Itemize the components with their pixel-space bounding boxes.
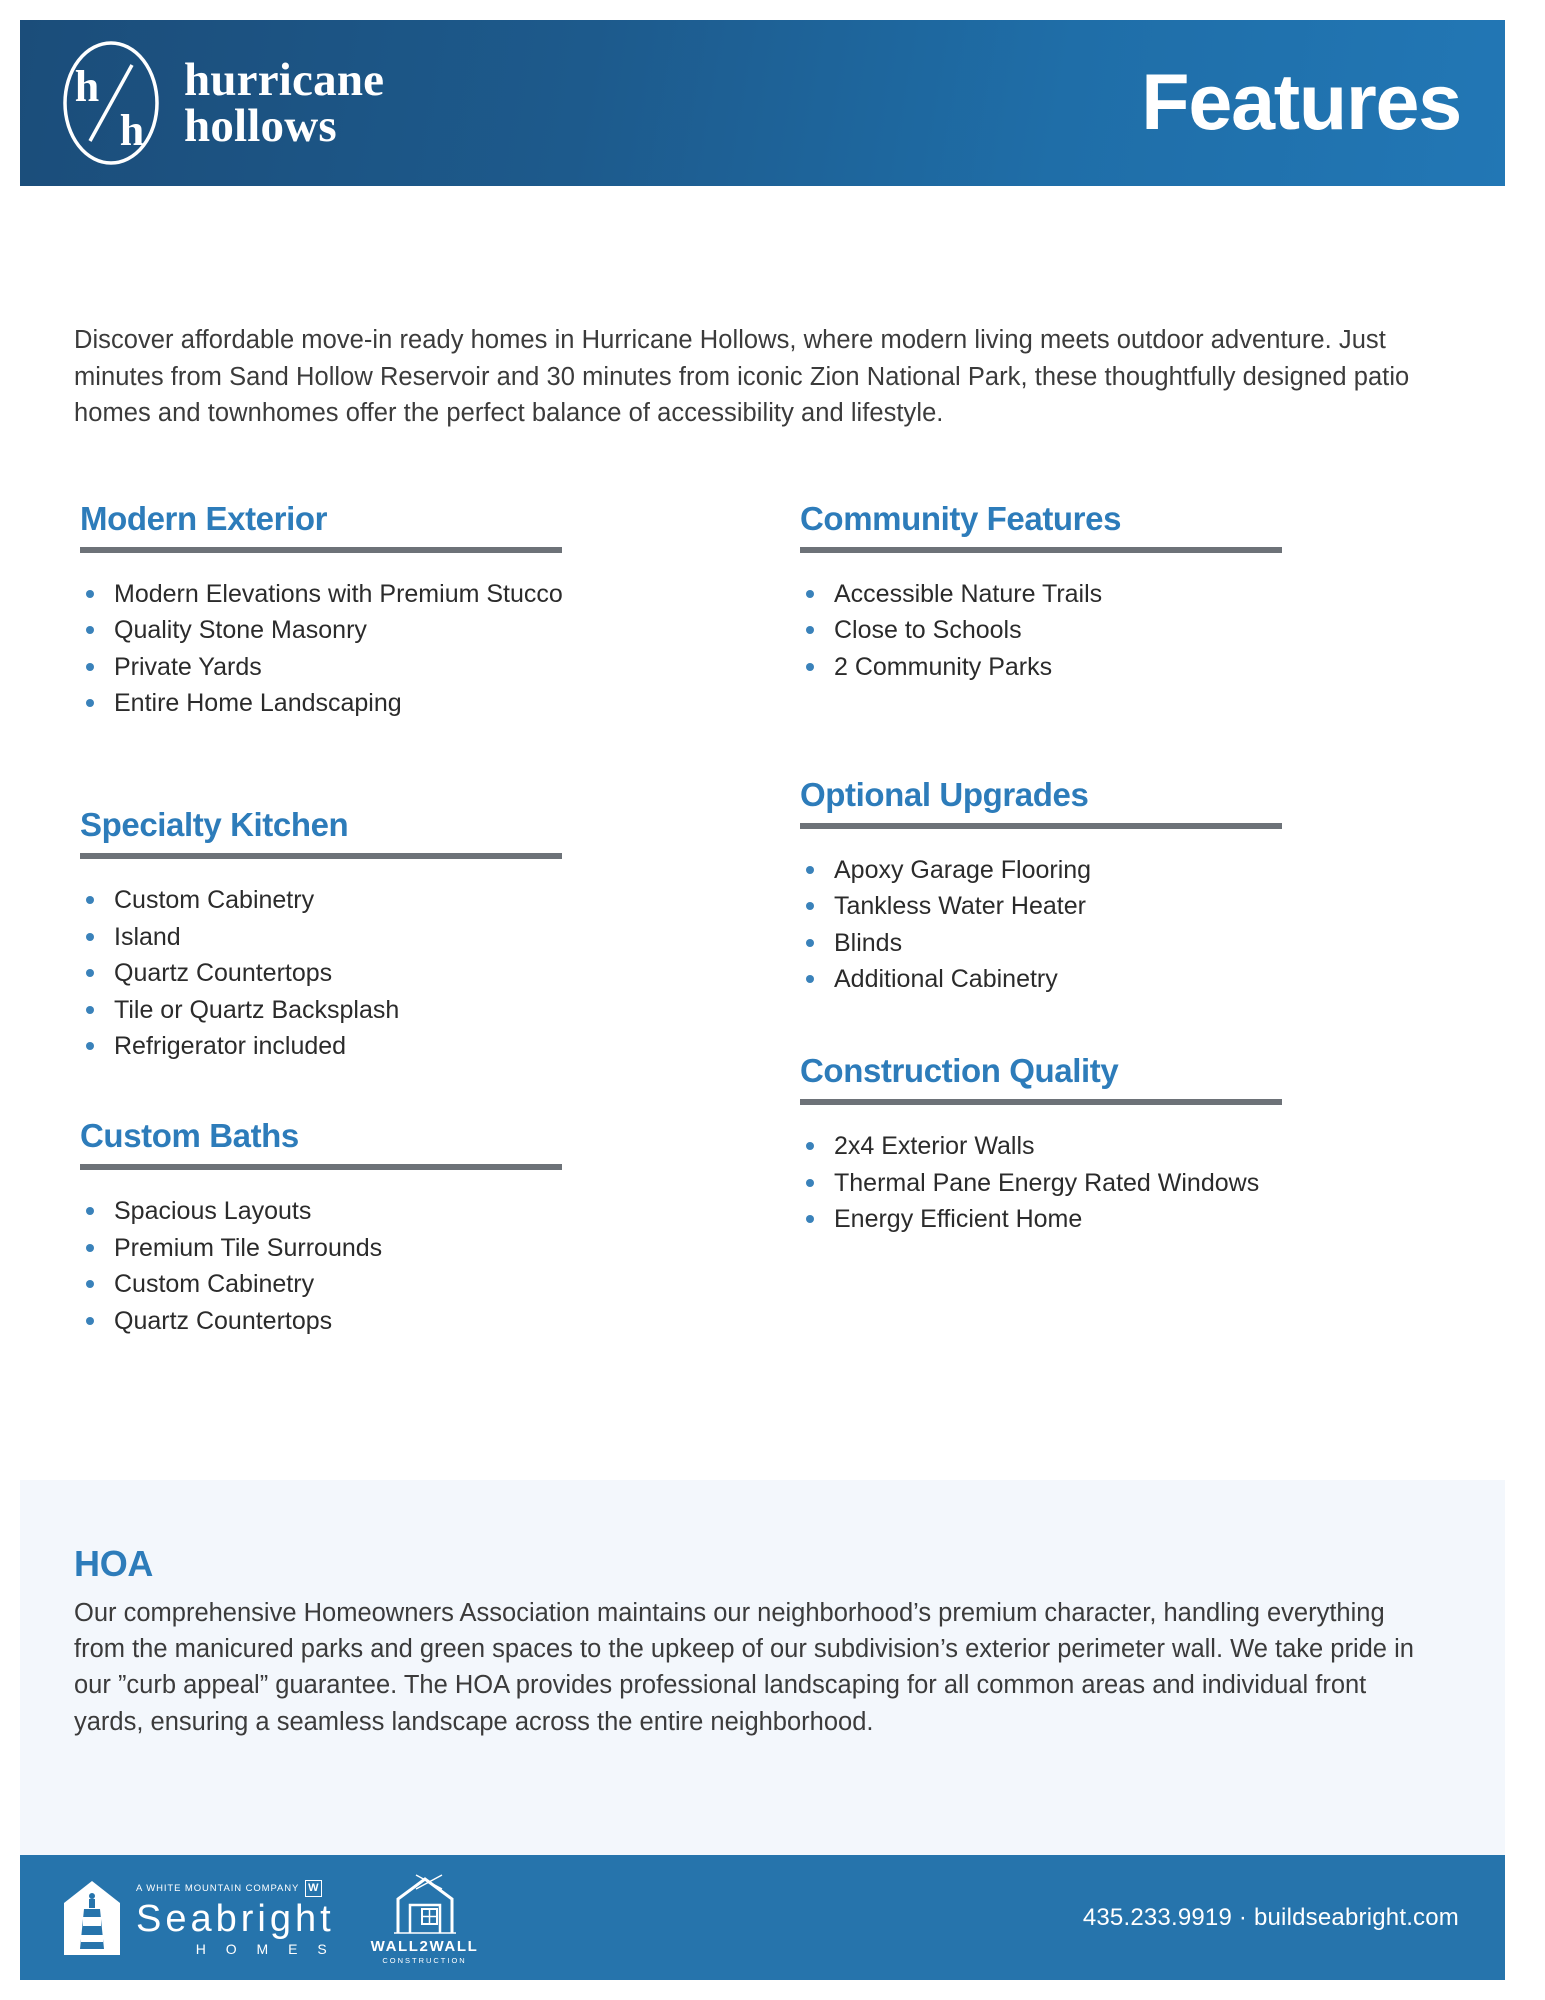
wall2wall-subtitle: CONSTRUCTION	[382, 1955, 467, 1965]
list-item-label: Spacious Layouts	[114, 1197, 312, 1226]
section-rule	[80, 1164, 562, 1170]
seabright-name: Seabright	[136, 1897, 335, 1940]
list-item	[80, 1269, 580, 1299]
section-title: Modern Exterior	[80, 500, 328, 537]
list-item	[800, 1204, 1300, 1234]
list-item	[800, 891, 1300, 921]
hurricane-hollows-logo-icon	[60, 39, 162, 167]
bullet-dot-icon	[806, 1142, 814, 1150]
list-item-label: Blinds	[834, 928, 903, 957]
lighthouse-icon	[60, 1879, 124, 1957]
list-item	[80, 1196, 580, 1226]
list-item-label: Quartz Countertops	[114, 959, 333, 988]
list-item	[80, 688, 580, 718]
bullet-dot-icon	[806, 939, 814, 947]
list-item	[80, 652, 580, 682]
bullet-dot-icon	[86, 1042, 94, 1050]
list-item-label: Quartz Countertops	[114, 1306, 333, 1335]
feature-list	[80, 579, 580, 719]
wall2wall-logo	[371, 1871, 479, 1965]
list-item	[800, 855, 1300, 885]
left-column	[80, 500, 580, 1342]
section-rule	[800, 1099, 1282, 1105]
list-item-label: Accessible Nature Trails	[834, 579, 1103, 608]
feature-list	[80, 885, 580, 1061]
list-item	[800, 652, 1300, 682]
section-modern-exterior	[80, 500, 580, 718]
section-title: Optional Upgrades	[800, 775, 1089, 813]
section-title: Community Features	[800, 500, 1122, 537]
hoa-body: Our comprehensive Homeowners Association maintains our neighborhood’s premium character, handling everything from the manicured parks and green spaces to the upkeep of our subdivision’s exterior perimeter wall. We take pride in our ”curb appeal” guarantee. The HOA provides professional landscaping for all common areas and individual front yards, ensuring a seamless landscape across the entire neighborhood.	[74, 1599, 1414, 1736]
house-outline-icon	[386, 1871, 464, 1937]
bullet-dot-icon	[806, 626, 814, 634]
brand-wordmark	[184, 53, 385, 152]
page-footer	[20, 1855, 1505, 1980]
list-item	[800, 1131, 1300, 1161]
intro-paragraph: Discover affordable move-in ready homes in Hurricane Hollows, where modern living meets outdoor adventure. Just minutes from Sand Hollow Reservoir and 30 minutes from iconic Zion National Park, these thoughtfully designed patio homes and townhomes offer the perfect balance of accessibility and lifestyle.	[74, 326, 1410, 428]
seabright-subtitle: H O M E S	[195, 1940, 335, 1957]
list-item-label: Refrigerator included	[114, 1032, 347, 1061]
brand-line-2: hollows	[184, 100, 337, 152]
list-item	[800, 615, 1300, 645]
section-rule	[800, 547, 1282, 553]
list-item	[80, 922, 580, 952]
tagline-text: A WHITE MOUNTAIN COMPANY	[136, 1882, 300, 1894]
bullet-dot-icon	[806, 1179, 814, 1187]
bullet-dot-icon	[86, 626, 94, 634]
list-item-label: Tankless Water Heater	[834, 892, 1086, 921]
bullet-dot-icon	[806, 975, 814, 983]
list-item-label: Private Yards	[114, 652, 262, 681]
bullet-dot-icon	[86, 969, 94, 977]
bullet-dot-icon	[86, 933, 94, 941]
section-construction-quality	[800, 1052, 1300, 1234]
bullet-dot-icon	[86, 1317, 94, 1325]
footer-contact-info[interactable]: 435.233.9919 · buildseabright.com	[1082, 1903, 1459, 1931]
feature-list	[80, 1196, 580, 1336]
feature-list	[800, 1131, 1300, 1234]
list-item	[80, 958, 580, 988]
svg-text:h: h	[119, 106, 145, 155]
wall2wall-name: WALL2WALL	[370, 1937, 479, 1955]
footer-logos	[60, 1871, 478, 1965]
list-item	[80, 1233, 580, 1263]
list-item	[80, 995, 580, 1025]
brand-line-1: hurricane	[184, 53, 385, 106]
seabright-wordmark	[136, 1880, 335, 1957]
list-item-label: Custom Cabinetry	[114, 886, 315, 915]
right-column	[800, 500, 1300, 1241]
hoa-title: HOA	[74, 1543, 154, 1584]
bullet-dot-icon	[86, 1280, 94, 1288]
hoa-section	[20, 1480, 1505, 1855]
brand-lockup	[60, 39, 384, 167]
bullet-dot-icon	[86, 590, 94, 598]
feature-list	[800, 855, 1300, 995]
list-item-label: Modern Elevations with Premium Stucco	[114, 579, 563, 608]
bullet-dot-icon	[806, 663, 814, 671]
list-item	[80, 1031, 580, 1061]
list-item	[800, 1168, 1300, 1198]
list-item-label: Additional Cabinetry	[834, 965, 1058, 994]
list-item-label: Close to Schools	[834, 616, 1022, 645]
list-item-label: Apoxy Garage Flooring	[834, 855, 1092, 884]
list-item	[800, 928, 1300, 958]
list-item	[800, 964, 1300, 994]
section-rule	[80, 853, 562, 859]
bullet-dot-icon	[806, 902, 814, 910]
white-mountain-tagline	[136, 1880, 335, 1897]
list-item	[80, 579, 580, 609]
section-title: Custom Baths	[80, 1117, 299, 1155]
list-item-label: Quality Stone Masonry	[114, 616, 367, 645]
list-item-label: Energy Efficient Home	[834, 1205, 1083, 1234]
white-mountain-badge-icon: W	[305, 1880, 322, 1897]
list-item	[80, 615, 580, 645]
list-item-label: Island	[114, 922, 181, 951]
page-header	[20, 20, 1505, 186]
list-item-label: Custom Cabinetry	[114, 1270, 315, 1299]
feature-list	[800, 579, 1300, 682]
bullet-dot-icon	[806, 1215, 814, 1223]
bullet-dot-icon	[806, 866, 814, 874]
list-item-label: Entire Home Landscaping	[114, 689, 402, 718]
list-item-label: Premium Tile Surrounds	[114, 1233, 383, 1262]
bullet-dot-icon	[86, 896, 94, 904]
seabright-homes-logo	[60, 1879, 335, 1957]
section-community-features	[800, 500, 1300, 682]
section-rule	[80, 547, 562, 553]
section-rule	[800, 823, 1282, 829]
section-optional-upgrades	[800, 776, 1300, 994]
list-item	[80, 1306, 580, 1336]
bullet-dot-icon	[86, 1244, 94, 1252]
list-item-label: Tile or Quartz Backsplash	[114, 995, 400, 1024]
bullet-dot-icon	[86, 699, 94, 707]
list-item	[80, 885, 580, 915]
list-item	[800, 579, 1300, 609]
bullet-dot-icon	[86, 663, 94, 671]
list-item-label: 2x4 Exterior Walls	[834, 1132, 1035, 1161]
list-item-label: Thermal Pane Energy Rated Windows	[834, 1168, 1260, 1197]
page-title: Features	[1141, 56, 1461, 146]
section-title: Construction Quality	[800, 1052, 1119, 1090]
bullet-dot-icon	[86, 1006, 94, 1014]
list-item-label: 2 Community Parks	[834, 652, 1053, 681]
bullet-dot-icon	[86, 1207, 94, 1215]
section-title: Specialty Kitchen	[80, 806, 349, 844]
bullet-dot-icon	[806, 590, 814, 598]
section-specialty-kitchen	[80, 806, 580, 1061]
section-custom-baths	[80, 1117, 580, 1335]
svg-text:h: h	[74, 62, 100, 111]
